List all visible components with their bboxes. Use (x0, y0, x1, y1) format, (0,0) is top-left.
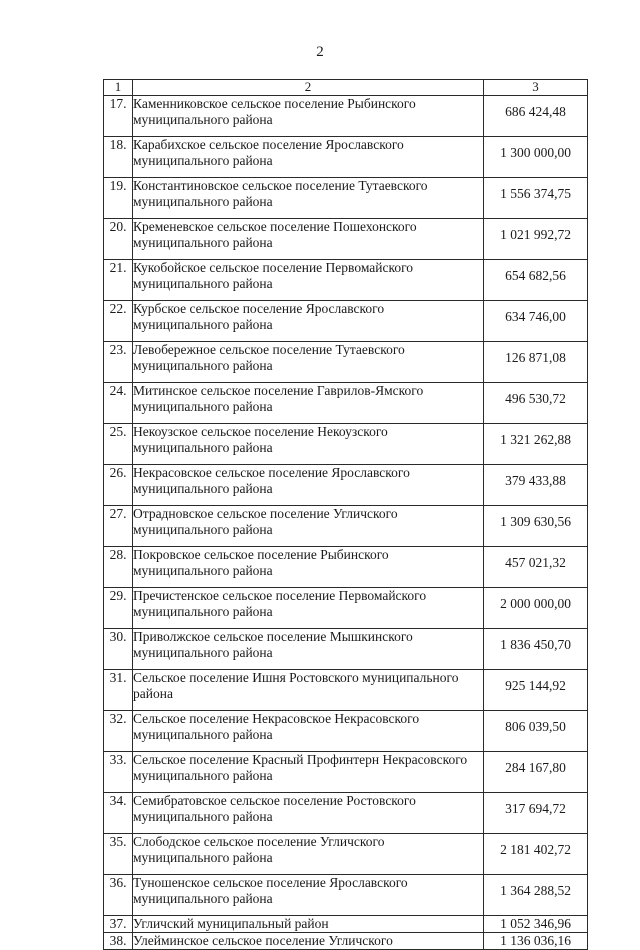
row-name: Покровское сельское поселение Рыбинского муниципального района (133, 547, 484, 588)
table-row (104, 465, 588, 506)
table-row (104, 260, 588, 301)
row-name: Сельское поселение Красный Профинтерн Некрасовского муниципального района (133, 752, 484, 793)
row-name: Туношенское сельское поселение Ярославского муниципального района (133, 875, 484, 916)
row-name: Некрасовское сельское поселение Ярославского муниципального района (133, 465, 484, 506)
table-row (104, 383, 588, 424)
row-number: 23. (104, 342, 133, 383)
row-number: 29. (104, 588, 133, 629)
row-amount: 496 530,72 (484, 383, 588, 424)
table-row (104, 670, 588, 711)
row-name: Курбское сельское поселение Ярославского муниципального района (133, 301, 484, 342)
row-amount: 457 021,32 (484, 547, 588, 588)
row-amount: 1 052 346,96 (484, 916, 588, 933)
row-name: Кременевское сельское поселение Пошехонского муниципального района (133, 219, 484, 260)
row-name: Карабихское сельское поселение Ярославского муниципального района (133, 137, 484, 178)
allocation-table (103, 79, 588, 950)
header-col-number: 1 (104, 80, 133, 96)
row-amount: 1 321 262,88 (484, 424, 588, 465)
table-row (104, 342, 588, 383)
row-number: 36. (104, 875, 133, 916)
row-number: 24. (104, 383, 133, 424)
row-amount: 686 424,48 (484, 96, 588, 137)
table-row (104, 933, 588, 950)
row-number: 31. (104, 670, 133, 711)
row-amount: 126 871,08 (484, 342, 588, 383)
row-name: Константиновское сельское поселение Тутаевского муниципального района (133, 178, 484, 219)
row-number: 30. (104, 629, 133, 670)
table-row (104, 752, 588, 793)
row-amount: 2 181 402,72 (484, 834, 588, 875)
table-row (104, 588, 588, 629)
row-number: 28. (104, 547, 133, 588)
row-number: 34. (104, 793, 133, 834)
row-name: Каменниковское сельское поселение Рыбинского муниципального района (133, 96, 484, 137)
table-row (104, 875, 588, 916)
row-number: 26. (104, 465, 133, 506)
table-row (104, 506, 588, 547)
row-number: 25. (104, 424, 133, 465)
row-name: Улейминское сельское поселение Угличского (133, 933, 484, 950)
row-name: Угличский муниципальный район (133, 916, 484, 933)
row-name: Приволжское сельское поселение Мышкинского муниципального района (133, 629, 484, 670)
row-amount: 1 836 450,70 (484, 629, 588, 670)
table-row (104, 834, 588, 875)
row-number: 27. (104, 506, 133, 547)
row-name: Митинское сельское поселение Гаврилов-Ямского муниципального района (133, 383, 484, 424)
row-number: 17. (104, 96, 133, 137)
row-amount: 1 136 036,16 (484, 933, 588, 950)
row-name: Левобережное сельское поселение Тутаевского муниципального района (133, 342, 484, 383)
row-number: 33. (104, 752, 133, 793)
row-name: Некоузское сельское поселение Некоузского муниципального района (133, 424, 484, 465)
header-col-amount: 3 (484, 80, 588, 96)
table-row (104, 629, 588, 670)
row-amount: 1 300 000,00 (484, 137, 588, 178)
header-col-name: 2 (133, 80, 484, 96)
table-row (104, 793, 588, 834)
row-number: 35. (104, 834, 133, 875)
table-row (104, 96, 588, 137)
row-number: 37. (104, 916, 133, 933)
row-number: 18. (104, 137, 133, 178)
row-amount: 1 021 992,72 (484, 219, 588, 260)
row-amount: 379 433,88 (484, 465, 588, 506)
row-amount: 634 746,00 (484, 301, 588, 342)
table-body (104, 80, 588, 950)
table-row (104, 219, 588, 260)
row-name: Слободское сельское поселение Угличского муниципального района (133, 834, 484, 875)
row-name: Пречистенское сельское поселение Первомайского муниципального района (133, 588, 484, 629)
page-number: 2 (316, 44, 324, 60)
table-row (104, 547, 588, 588)
row-amount: 1 364 288,52 (484, 875, 588, 916)
row-number: 22. (104, 301, 133, 342)
row-name: Кукобойское сельское поселение Первомайского муниципального района (133, 260, 484, 301)
row-name: Сельское поселение Ишня Ростовского муниципального района (133, 670, 484, 711)
table-header-row (104, 80, 588, 96)
row-name: Сельское поселение Некрасовское Некрасовского муниципального района (133, 711, 484, 752)
row-number: 32. (104, 711, 133, 752)
table-row (104, 424, 588, 465)
row-amount: 284 167,80 (484, 752, 588, 793)
table-row (104, 137, 588, 178)
row-number: 38. (104, 933, 133, 950)
row-name: Семибратовское сельское поселение Ростовского муниципального района (133, 793, 484, 834)
table-row (104, 916, 588, 933)
row-amount: 317 694,72 (484, 793, 588, 834)
row-amount: 1 309 630,56 (484, 506, 588, 547)
row-amount: 806 039,50 (484, 711, 588, 752)
row-amount: 1 556 374,75 (484, 178, 588, 219)
row-amount: 925 144,92 (484, 670, 588, 711)
table-row (104, 711, 588, 752)
row-name: Отрадновское сельское поселение Угличского муниципального района (133, 506, 484, 547)
row-number: 19. (104, 178, 133, 219)
row-number: 20. (104, 219, 133, 260)
table-row (104, 178, 588, 219)
row-amount: 2 000 000,00 (484, 588, 588, 629)
table-row (104, 301, 588, 342)
row-amount: 654 682,56 (484, 260, 588, 301)
row-number: 21. (104, 260, 133, 301)
